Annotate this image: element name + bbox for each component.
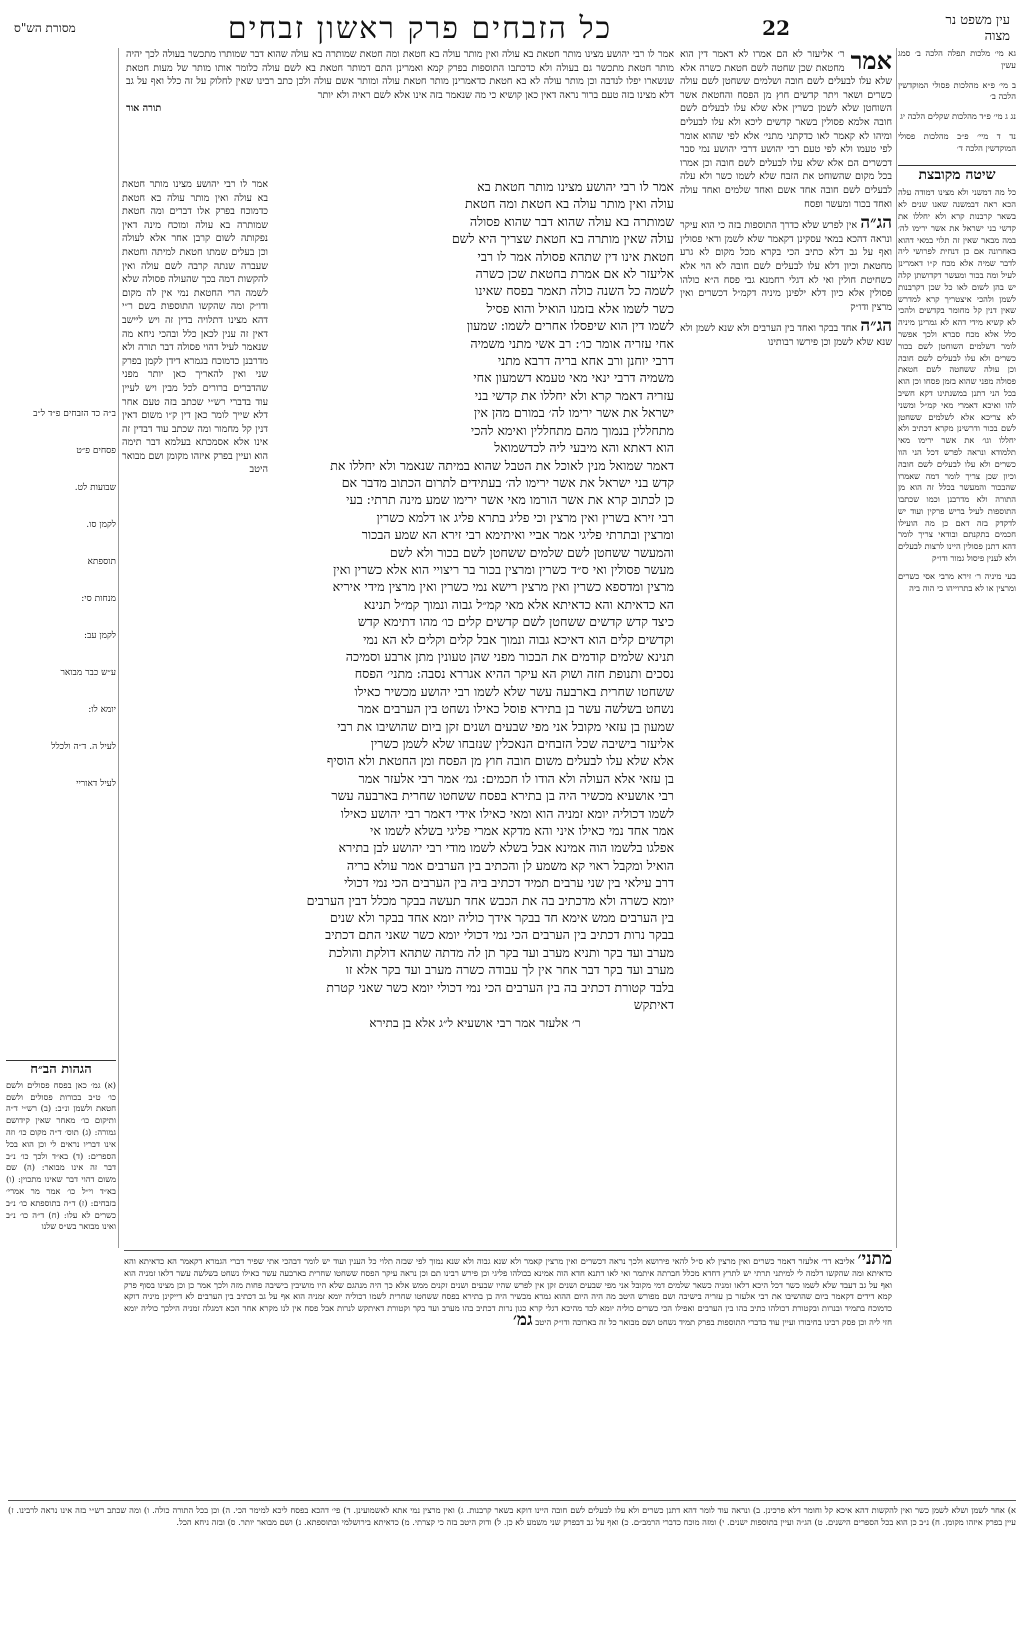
gemara-line: אמר לו רבי יהושע מצינו מותר חטאת בא <box>477 179 674 194</box>
column-divider <box>896 48 897 1248</box>
rashi-column <box>680 48 892 1244</box>
gemara-line: נסכים ותנופת חזה ושוק הא עיקר ההיא אגררא נסבה: מתני׳ הפסח <box>354 666 674 682</box>
margin-note: לעיל ה. ד״ה ולכלל <box>51 742 116 752</box>
hagahot-habach <box>6 1060 116 1480</box>
gemara-line: קדש בני ישראל את אשר ירימו לה׳ בעתידים לתרום הכתוב מדבר אם <box>341 474 674 490</box>
rashi-text-2: אין לפרש שלא כדרך התוספות בזה כי הוא עיקר ונראה דהכא במאי עסקינן דקאמר שלא לשמן ודאי פסולין ואף על גב דלא כתיב הכי בקרא מכל מקום לא גרע מחטאת וכיון דלא עלו לבעלים לשם חובה לא הוי אלא כשחיטת חולין ואי לא דגלי רחמנא גבי פסח ה״א כולהו פסולין אלא כיון דלא ילפינן מיניה דקמ״ל דכשרים ואין מרצין ודו״ק <box>680 220 892 313</box>
header-right-label: עין משפט נר מצוה <box>945 13 1010 44</box>
margin-note: גא מי׳ מלכות תפלה הלכה ב׳ סמג עשין <box>898 48 1016 70</box>
gemara-line: והמעשר ששחטן לשם שלמים ששחטן לשם בכור ולא לשם <box>389 544 674 560</box>
margin-note: פסחים פ״ט <box>76 446 116 456</box>
gemara-line: יומא כשרה ולא מדכתיב בה את הכבש אחד תעשה בבקר מכלל דבין הערבים <box>306 892 674 908</box>
shita-mekubetzet-title: שיטה מקובצת <box>898 165 1016 182</box>
footnotes-text: א) אחר לשמן ושלא לשמן כשר ואין להקשות דהא איכא קל וחומר דלא פרכינן. ב) ונראה עוד לומר דהא דתנן כשרים ולא עלו לבעלים לשם חובה היינו דוקא בשאר קרבנות. ג) ואין מרצין נמי אתא לאשמועינן. ד) פי׳ דהכא בפסח ליכא למימר הכי. ה) וכן בכל התורה כולה. ו) ומה שכתב רש״י בזה אינו נראה לרבינו. ז) עיין בפרק איזהו מקומן. ח) נ״ב כן הוא בכל הספרים הישנים. ט) הג״ה ועיין בתוספות ישנים. י) ומזה מוכח כדברי הרמב״ם. כ) ואף על גב דבפרק שני משמע לא כן. ל) ודוק היטב בזה כי קצרתי. מ) כדאיתא בירושלמי ובתוספתא. נ) ושם מבואר יותר. ס) ובזה ניחא הכל. <box>8 1505 1016 1527</box>
gemara-line: בבקר נרות דכתיב בין הערבים הכי נמי דכולי יומא כשר שאני התם דכתיב <box>325 927 674 943</box>
rashi-opening-word: אמר <box>850 48 892 75</box>
gemara-line: כיצד קדש קדשים ששחטן לשם קדשים קלים כו׳ מהו דתימא קדש <box>357 614 674 630</box>
page-title: כל הזבחים פרק ראשון זבחים <box>227 10 613 46</box>
top-commentary-text: אמר לו רבי יהושע מצינו מותר חטאת בא עולה ואין מותר עולה בא חטאת ומה חטאת שמותרה בא עולה שהוא דבר שמותרו מתכשר בעולה לכך יהיה מותר חטאת מתכשר גם בעולה ולא כדכתבו התוספות בפרק קמא ואמרינן התם דמותר חטאת בא לשם עולה כלומר אותו מותר של מעות חטאת שנשארו יפלו לנדבה וכן מותר עולה לא בא חטאת כדאמרינן מותר חטאת עולה ומותר אשם עולה ולכן כתב רבינו שאין לחלוק על זה כלל ואף על גב דלא מצינו בזה טעם ברור נראה דאין כאן קושיא כי מה שנאמר בזה אינו אלא לשם ראיה ולא יותר <box>126 49 674 101</box>
gemara-line: אליעזר לא אם אמרת בחטאת שכן כשרה <box>475 266 674 282</box>
torah-or-label: תורה אור <box>126 103 162 115</box>
gemara-line: בין הערבים ממש אימא חד בבקר אידך כוליה יומא אחד בבקר ולא שנים <box>329 910 674 926</box>
gemara-line: רבי אושעיא מכשיר היה בן בתירא בפסח ששחטו שחרית בארבעה עשר <box>331 788 674 804</box>
bottom-commentary <box>124 1254 892 1484</box>
right-margin <box>898 48 1016 1608</box>
gemara-column <box>276 178 674 1258</box>
gemara-line: דרבי יוחנן ורב אחא בריה דרבא מתני <box>497 353 674 369</box>
gemara-line: לשמו דכוליה יומא זמניה הוא ומאי כאילו אידי דאמר רבי יהושע כאילו <box>340 805 674 821</box>
bottom-opening-word-2: גמ׳ <box>513 1309 533 1330</box>
gemara-line: הא כדאיתא והא כדאיתא אלא מאי קמ״ל גבוה ונמוך קמ״ל תנינא <box>363 596 674 612</box>
rashi-hagah-label: הג״ה <box>860 316 892 337</box>
margin-note: ע״ש כבר מבואר <box>60 668 116 678</box>
rashi-text-3: אחד בבקר ואחד בין הערבים ולא שנא לשמן ולא שנא שלא לשמן וכן פירשו רבותינו <box>680 323 892 348</box>
gemara-line: אמר אחד נמי כאילו איני והא מדקא אמרי פליגי בשלא לשמו אי <box>370 823 674 839</box>
gemara-line: אפלגו בלשמו הוה אמינא אבל בשלא לשמו מודי רבי יהושע לבן בתירא <box>338 840 674 856</box>
horizontal-divider <box>124 1250 892 1251</box>
margin-note: שבועות לט. <box>74 483 116 493</box>
gemara-line: לשמה כל השנה כולה תאמר בפסח שאינו <box>475 283 674 299</box>
margin-note: ב״ה כד הזבחים פ״ד ל״ב <box>33 409 116 419</box>
margin-bottom-note: בעי מיניה ר׳ זירא מרבי אסי כשרים ומרצין או לא בתרוייהו כי הוה ביה <box>898 570 1016 593</box>
margin-note: נג ג מי׳ פ״ד מהלכות שקלים הלכה יג <box>900 111 1016 122</box>
gemara-line: הוא דאתא והא מיבעי ליה לכדשמואל <box>494 440 674 456</box>
gemara-line: וקדשים קלים הוא דאיכא גבוה ונמוך אבל קלים וקלים לא הא נמי <box>363 631 674 647</box>
page-number: 22 <box>762 16 790 40</box>
margin-note: נד ד מיי׳ פ״ב מהלכות פסולי המוקדשין הלכה ד׳ <box>898 130 1016 153</box>
rashi-text: ר׳ אליעזר לא הם אמרו לא דאמר דין הוא מחטאת שכן שחטה לשם חטאת כשרה אלא שלא עלו לבעלים לשם חובה ושלמים ששחטן לשם עולה כשרים ושאר ויתר קדשים חוץ מן הפסח והחטאת אשר השוחטן שלא לשמן כשרין אלא שלא עלו לבעלים לשם חובה אלמא פסולין בשאר קדשים ליכא ולא עלו לבעלים ומיהו לא קאמר לאו כדקתני מתני׳ אלא לפי שהוא אומר לפי טעמו ולא לפי טעם רבי יהושע דרבי יהושע נמי סבר דכשרים הם אלא שלא עלו לבעלים לשם חובה וכן אמרו בכל מקום שהשוחט את הזבח שלא לשמו כשר ולא עלה לבעלים לשם חובה אחד אשם ואחד שלמים ואחד עולה ואחד בכור ומעשר ופסח <box>680 49 892 210</box>
header-left-label: מסורת הש"ס <box>14 20 76 35</box>
gemara-line: עזריה דאמר קרא ולא יחללו את קדשי בני <box>474 387 674 403</box>
margin-note: לקמן עב: <box>84 631 116 641</box>
gemara-line: דאמר שמואל מנין לאוכל את הטבל שהוא במיתה שנאמר ולא יחללו את <box>330 457 674 473</box>
gemara-line: ומרצין ובתרתי פליגי אמר אביי ואיתימא רבי זירא הא שמע הבכור <box>361 527 674 543</box>
gemara-line: אחי עזריה אומר כו׳: רב אשי מתני משמיה <box>470 335 674 351</box>
gemara-line: כשר לשמו אלא בזמנו הואיל והוא פסיל <box>486 300 674 316</box>
tosafot-text: אמר לו רבי יהושע מצינו מותר חטאת בא עולה ואין מותר עולה בא חטאת כדמוכח בפרק אלו דברים ומה חטאת שמותרה בא עולה ומוכח מינה דאין נפקותה לשום קרבן אחר אלא לעולה וכן בעלים שמתו חטאת למיתה וחטאת שעברה שנתה קרבה לשם עולה ואין להקשות דמה בכך שהעולה פסולה שלא לשמה הרי החטאת נמי אין לה מקום ודו״ק ומה שהקשו התוספות בשם ר״י דהא מצינו דתלויה בדין זה ויש ליישב דאין זה ענין לכאן כלל ובהכי ניחא מה שנאמר לעיל דהוי פסולה דבר תורה ולא מדרבנן כדמוכח בגמרא דידן לקמן בפרק שני ואין להאריך כאן יותר מפני שהדברים ברורים לכל מבין ויש לעיין עוד בדברי רש״י שכתב בזה טעם אחר דלא שייך לומר כאן דין ק״ו משום דאין דנין קל מחמור ומה שכתב עוד דבדין זה אינו אלא אסמכתא בעלמא דבר תימה הוא ועיין בפרק איזהו מקומן ושם מבואר היטב <box>122 179 268 476</box>
bottom-opening-word: מתני׳ <box>857 1254 892 1269</box>
gemara-line: דאיתקש <box>633 997 674 1013</box>
gemara-line: מרצין ומדספא כשרין ואין מרצין רישא נמי כשרין ואין מרצין מידי איריא <box>332 579 674 595</box>
gemara-line: שמותרה בא עולה שהוא דבר שהוא פסולה <box>469 213 674 229</box>
margin-note: לעיל דאוריי <box>76 779 116 789</box>
margin-note: מנחות סי: <box>81 594 116 604</box>
hagahot-title: הגהות הב״ח <box>6 1060 116 1076</box>
gemara-line: ששחטו שחרית בארבעה עשר שלא לשמו רבי יהושע מכשיר כאילו <box>354 683 674 699</box>
gemara-line: עולה ואין מותר עולה בא חטאת ומה חטאת <box>465 196 674 212</box>
margin-note: תוספתא <box>87 557 116 567</box>
gemara-text <box>276 178 674 1014</box>
gemara-line: אליעזר בישיבה שכל הזבחים הנאכלין שנזבחו שלא לשמן כשרין <box>370 736 674 751</box>
gemara-line: כן לכתוב קרא את אשר הורמו מאי אשר ירימו שמע מינה תרתי: בעי <box>346 492 674 508</box>
gemara-line: מערב ועד בקר ותניא מערב ועד בקר תן לה מדתה שתהא דולקת והולכת <box>328 944 674 960</box>
gemara-caption: ר׳ אלעזר אמר רבי אושעיא ל״ג אלא בן בתירא <box>369 1015 581 1030</box>
gemara-line: מערב ועד בקר דבר אחר אין לך עבודה כשרה מערב ועד בקר אלא זו <box>345 962 674 978</box>
shita-mekubetzet-text: כל מה דמשני ולא מצינו דמודה עלה הכא ראה דבמשנה שאנו שנים לא בשאר קרבנות קרא ולא יחללו את קדשי בני ישראל את אשר ירימו לה׳ במה מבאר שאין זה תלוי במאי דהוא באחרונה אם כן דנחית לפרושי ליה לדבר שמיה אלא מכח ק״ו דאמרינן לעיל ומה בכור ומעשר דקדושתן קלה יש בהן לשום לאו כל שכן דקרבנות לשמן ולהכי איצטריך קרא למדרש שאין דנין קל מחומר בקדשים ולהכי לא קשיא מידי דהא לא גמרינן מיניה כלל אלא מכח סברא ולכך אפשר לומר דשלמים השוחטן לשם בכור כשרים ולא עלו לבעלים לשם חובה וכן עולה ששחטה לשם חטאת פסולה מפני שהוא בזמן פסחו וכן הוא בכל הני דתנן במשנתינו דקא חשיב להו ואיכא דאמרי מאי קמ״ל ומשני לא צריכא אלא לשלמים ששחטן לשם בכור ודרשינן מקרא דכתיב ולא יחללו וגו׳ את אשר ירימו מאי תלמודא ונראה לפרש דכל הני הוו כשרים ולא עלו לבעלים לשם חובה וכיון שכן צריך לומר דמה שאמרו שהבכור והמעשר בכלל זה הוא מן התורה ולא מדרבנן וכמו שכתבו התוספות לעיל בריש פרקין ועוד יש לדקדק בזה דאם כן מה הועילו חכמים בתקנתם ובודאי צריך לומר דהא דתנן פסולין היינו לרצות לבעלים ולא לענין פיסול גמור ודו״ק <box>898 187 1016 564</box>
gemara-line: חטאת אינו דין שתהא פסולה אמר לו רבי <box>477 248 674 264</box>
gemara-line: מעשר פסולין ואי ס״ד כשרין ומרצין בכור בר ריצויי הוא אלא כשרין ואין <box>333 561 674 577</box>
gemara-line: שמעון בן עזאי מקובל אני מפי שבעים ושנים זקן ביום שהושיבו את רבי <box>337 718 674 734</box>
top-commentary <box>126 48 674 176</box>
margin-note: לקמן סו. <box>86 520 116 530</box>
margin-note: יומא לו: <box>88 705 116 715</box>
column-divider <box>118 48 119 1248</box>
gemara-line: ישראל את אשר ירימו לה׳ במורם מהן אין <box>473 405 674 421</box>
gemara-line: עולה שאין מותרה בא חטאת שצריך היא לשם <box>451 231 674 247</box>
footnotes <box>8 1500 1016 1625</box>
gemara-line: בלבד קטורת דכתיב בה בין הערבים הכי נמי דכולי יומא כשר שאני קטרת <box>326 979 674 995</box>
gemara-line: נשחט בשלשה עשר בן בתירא פוסל כאילו נשחט בין הערבים אמר <box>357 701 674 717</box>
rashi-hagah-label: הג״ה <box>860 213 892 234</box>
gemara-line: מתחללין בנמוך מהם מתחללין ואימא להכי <box>470 422 674 438</box>
bottom-commentary-text: אליבא דר׳ אלעזר דאמר כשרים ואין מרצין לא ס״ל להאי פירושא ולכך נראה דכשרים ואין מרצין קאמר ולא שנא גבוה ולא שנא נמוך לפי שבזה תלוי כל הענין ועוד יש לומר דבהכי אתי שפיר דברי הגמרא דקאמר הא כדאיתא והא כדאיתא ומה שהקשו דלמה לי למיתני תרתי יש לתרץ דחדא מכלל חברתה איתמר ואי לאו דתנא חדא הוה אמינא בכולהו פליגי וכן פירש רבינו תם וכן נראה עיקר הפסח ששחטו שחרית בארבעה עשר כאילו נשחט בשלשה עשר דלאו זמניה הוא ואף על גב דעבד שלא לשמו כשר דכל היכא דלאו זמניה כשאר שלמים דמי מקובל אני מפי שבעים ושנים זקן אין לפרש שהיו שבעים ושנים זקנים ממש אלא כך היה מנהגם שלא היו מושיבין בישיבה פחות מזה ולכך אמר כן וכן מצינו בסוף פרק קמא דידים דקאמר ביום שהושיבו את רבי אלעזר בן עזריה בישיבה ושם מפורש היטב מה היה היום ההוא גמרא מכשיר היה בן בתירא בפסח ששחטו שחרית לשמו דכוליה יומא זמניה הוא אף על גב דכתיב בין הערבים לא דייקינן מיניה דוקא כדמוכח בתמיד ובנרות ובקטורת דכולהו כתיב בהו בין הערבים ואפילו הכי כשרים כוליה יומא לבד מהיכא דגלי קרא כגון נרות דכתיב בהו מערב ועד בקר וקטורת דאיתקש לנרות אבל פסח אין לנו מקרא אחר הכא דמגלה זמניה הילכך כוליה יומא חזי ליה וכן פסק רבינו בחיבורו ועיין עוד בדברי התוספות בפרק תמיד נשחט ושם מבואר כל זה בארוכה ודו״ק היטב <box>124 1256 892 1327</box>
page-header <box>14 8 1010 48</box>
gemara-line: תנינא שלמים קודמים את הבכור מפני שהן טעונין מתן ארבע וסמיכה <box>345 648 674 664</box>
margin-note: ב מי׳ פ״א מהלכות פסולי המוקדשין הלכה ב׳ <box>898 79 1016 102</box>
tosafot-column <box>122 178 268 1068</box>
gemara-line: אלא שלא עלו לבעלים משום חובה חוץ מן הפסח ומן החטאת ולא הוסיף <box>326 753 674 769</box>
gemara-line: משמיה דרבי ינאי מאי טעמא דשמעון אחי <box>473 370 674 386</box>
gemara-line: לשמו דין הוא שיפסלו אחרים לשמו: שמעון <box>466 318 674 334</box>
gemara-line: רבי זירא בשרין ואין מרצין וכי פליג בתרא פליג או דלמא כשרין <box>376 509 674 525</box>
gemara-line: הואיל ומקבל ראוי קא משמע לן והכתיב בין הערבים אמר עולא בריה <box>346 857 674 873</box>
hagahot-text: (א) גמ׳ כאן בפסח פסולים ולשם כו׳ ט״ב בכורות פסולים ולשם חטאת ולשמן ונ״ב: (ב) רש״י ד״ה ותיקום כו׳ מאחר שאין קידושם גמורה: (ג) תוס׳ ד״ה מקום כו׳ וזה אינו דבריו נראים לי וכן הוא בכל הספרים: (ד) בא״ד ולכך כו׳ נ״ב דבר זה אינו מבואר: (ה) שם משום דהוי דבר שאינו מתכוין: (ו) בא״ד וי״ל כו׳ אמר מר אמרי׳ בזבחים: (ז) ד״ה בתוספתא כו׳ נ״ב כשרים לא עלו: (ח) ד״ה כו׳ נ״ב ואינו מבואר בש״ס שלנו <box>6 1079 116 1232</box>
gemara-line: דרב עילאי בין שני ערבים תמיד דכתיב ביה בין הערבים הכי נמי דכולי <box>344 875 674 891</box>
gemara-line: בן עזאי אלא העולה ולא הודו לו חכמים: גמ׳ אמר רבי אלעזר אמר <box>358 770 674 786</box>
